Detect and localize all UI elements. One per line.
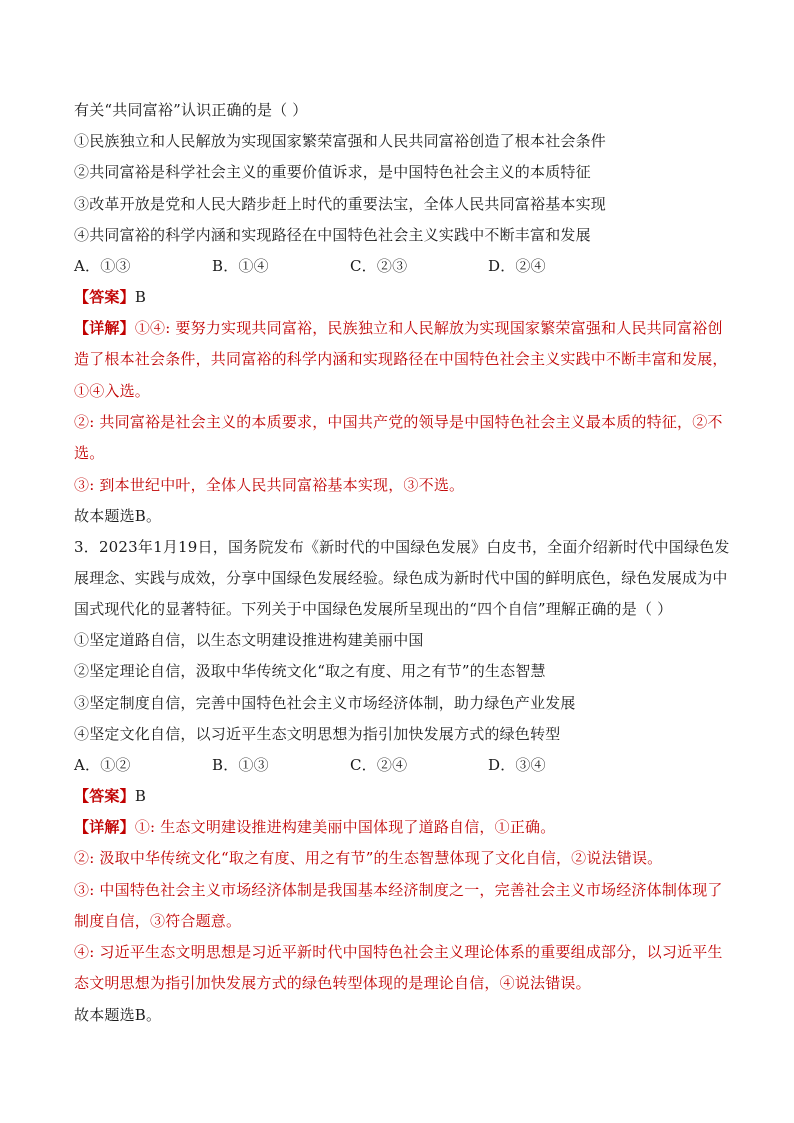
q2-answer-value: B bbox=[134, 288, 147, 306]
q3-answer bbox=[74, 786, 714, 806]
q3-detail-line-1: 【详解】①: 生态文明建设推进构建美丽中国体现了道路自信，①正确。 bbox=[74, 818, 556, 836]
q3-answer-label: 【答案】 bbox=[74, 787, 135, 805]
q3-stem-line-1: 3．2023年1月19日，国务院发布《新时代的中国绿色发展》白皮书，全面介绍新时代中国绿色发 bbox=[74, 538, 730, 556]
q2-option-b: B．①④ bbox=[212, 257, 269, 275]
q3-statement-1: ①坚定道路自信，以生态文明建设推进构建美丽中国 bbox=[74, 631, 424, 649]
q3-option-c: C．②④ bbox=[350, 756, 408, 774]
q2-detail-line-1: 【详解】①④: 要努力实现共同富裕，民族独立和人民解放为实现国家繁荣富强和人民共同富裕创 bbox=[74, 319, 723, 337]
q2-detail-label: 【详解】 bbox=[74, 319, 135, 337]
q3-statement-3: ③坚定制度自信，完善中国特色社会主义市场经济体制，助力绿色产业发展 bbox=[74, 694, 576, 712]
q3-detail-line-3: ③: 中国特色社会主义市场经济体制是我国基本经济制度之一，完善社会主义市场经济体制体现了 bbox=[74, 881, 723, 899]
q2-detail-line-6: ③: 到本世纪中叶，全体人民共同富裕基本实现，③不选。 bbox=[74, 476, 465, 494]
q2-detail-line-5: 选。 bbox=[74, 444, 105, 462]
q3-stem-line-3: 国式现代化的显著特征。下列关于中国绿色发展所呈现出的“四个自信”理解正确的是（ ） bbox=[74, 600, 673, 618]
q2-answer-label: 【答案】 bbox=[74, 288, 135, 306]
q2-option-a: A．①③ bbox=[74, 257, 131, 275]
q3-option-b: B．①③ bbox=[212, 756, 269, 774]
q3-option-d: D．③④ bbox=[488, 756, 546, 774]
q2-answer bbox=[74, 287, 714, 307]
q2-option-d: D．②④ bbox=[488, 257, 546, 275]
q3-answer-value: B bbox=[134, 787, 147, 805]
q3-detail-line-5: ④: 习近平生态文明思想是习近平新时代中国特色社会主义理论体系的重要组成部分，以习近平生 bbox=[74, 943, 723, 961]
q2-statement-1: ①民族独立和人民解放为实现国家繁荣富强和人民共同富裕创造了根本社会条件 bbox=[74, 132, 607, 150]
q3-stem-line-2: 展理念、实践与成效，分享中国绿色发展经验。绿色成为新时代中国的鲜明底色，绿色发展成为中 bbox=[74, 569, 728, 587]
q3-detail-line-6: 态文明思想为指引加快发展方式的绿色转型体现的是理论自信，④说法错误。 bbox=[74, 974, 591, 992]
q3-detail-line-4: 制度自信，③符合题意。 bbox=[74, 912, 242, 930]
q2-statement-4: ④共同富裕的科学内涵和实现路径在中国特色社会主义实践中不断丰富和发展 bbox=[74, 226, 591, 244]
q3-statement-4: ④坚定文化自信，以习近平生态文明思想为指引加快发展方式的绿色转型 bbox=[74, 725, 561, 743]
q2-statement-3: ③改革开放是党和人民大踏步赶上时代的重要法宝，全体人民共同富裕基本实现 bbox=[74, 195, 607, 213]
q2-detail-line-3: ①④入选。 bbox=[74, 382, 151, 400]
q2-stem: 有关“共同富裕”认识正确的是（ ） bbox=[74, 101, 308, 119]
q2-detail-line-4: ②: 共同富裕是社会主义的本质要求，中国共产党的领导是中国特色社会主义最本质的特征，②不 bbox=[74, 413, 723, 431]
q3-conclusion: 故本题选B。 bbox=[74, 1006, 162, 1024]
q2-detail-line-2: 造了根本社会条件，共同富裕的科学内涵和实现路径在中国特色社会主义实践中不断丰富和发展， bbox=[74, 350, 728, 368]
q2-statement-2: ②共同富裕是科学社会主义的重要价值诉求，是中国特色社会主义的本质特征 bbox=[74, 163, 591, 181]
q3-detail-line-2: ②: 汲取中华传统文化“取之有度、用之有节”的生态智慧体现了文化自信，②说法错误。 bbox=[74, 849, 663, 867]
q2-options bbox=[74, 256, 714, 276]
q3-option-a: A．①② bbox=[74, 756, 131, 774]
q3-detail-label: 【详解】 bbox=[74, 818, 135, 836]
q2-option-c: C．②③ bbox=[350, 257, 408, 275]
q2-conclusion: 故本题选B。 bbox=[74, 507, 162, 525]
q3-options bbox=[74, 755, 714, 775]
q3-statement-2: ②坚定理论自信，汲取中华传统文化“取之有度、用之有节”的生态智慧 bbox=[74, 662, 546, 680]
